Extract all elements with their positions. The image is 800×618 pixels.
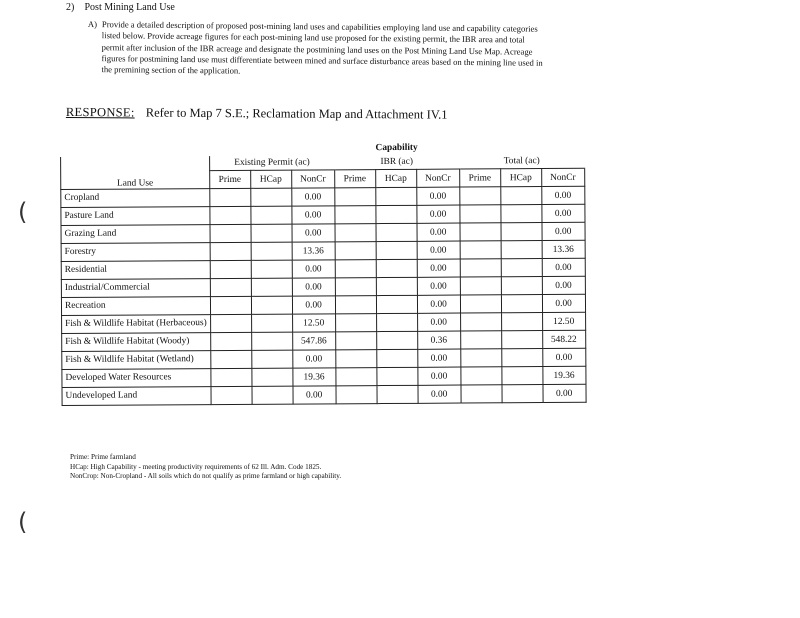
footnote-hcap: HCap: High Capability - meeting productivity requirements of 62 Ill. Adm. Code 1825. xyxy=(70,462,322,471)
total-noncr-value: 0.00 xyxy=(541,204,584,222)
total-hcap-cell xyxy=(501,367,542,385)
total-noncr-value: 0.00 xyxy=(541,186,584,204)
existing-noncr-value: 0.00 xyxy=(292,224,335,242)
land-use-name: Developed Water Resources xyxy=(62,369,211,388)
ibr-noncr-value: 0.36 xyxy=(417,331,460,349)
total-hcap-cell xyxy=(501,331,542,349)
total-noncr-value: 0.00 xyxy=(542,258,585,276)
ibr-prime-cell xyxy=(335,296,376,314)
existing-prime-cell xyxy=(210,296,251,314)
land-use-name: Forestry xyxy=(61,243,210,262)
total-hcap-cell xyxy=(500,187,541,205)
item-a-label: A) xyxy=(87,19,98,30)
response-key: RESPONSE: xyxy=(65,105,135,120)
col-header-hcap: HCap xyxy=(500,169,541,187)
ibr-prime-cell xyxy=(334,188,375,206)
ibr-prime-cell xyxy=(335,242,376,260)
existing-noncr-value: 0.00 xyxy=(292,350,335,368)
existing-prime-cell xyxy=(210,278,251,296)
ibr-hcap-cell xyxy=(376,241,417,259)
total-hcap-cell xyxy=(501,223,542,241)
ibr-noncr-value: 0.00 xyxy=(417,295,460,313)
ibr-noncr-value: 0.00 xyxy=(418,385,461,403)
existing-noncr-value: 547.86 xyxy=(292,332,335,350)
total-prime-cell xyxy=(460,349,501,367)
existing-hcap-cell xyxy=(250,188,291,206)
total-hcap-cell xyxy=(502,385,543,403)
existing-hcap-cell xyxy=(251,314,292,332)
land-use-name: Fish & Wildlife Habitat (Wetland) xyxy=(62,351,211,370)
existing-prime-cell xyxy=(210,224,251,242)
ibr-hcap-cell xyxy=(376,295,417,313)
ibr-noncr-value: 0.00 xyxy=(417,223,460,241)
existing-hcap-cell xyxy=(251,224,292,242)
ibr-hcap-cell xyxy=(376,223,417,241)
item-a-text: Provide a detailed description of proposed post-mining land uses and capabilities employing land use and capability categories listed below. Provide acreage figures for each post-mining land use proposed for the existing permit, the IBR area and total permit after inclusion of the IBR acreage and designate the postmining land uses on the Post Mining Land Use Map. Acreage figures for postmining land use must differentiate between mined and surface disturbance areas based on the mining line used in the premining section of the application. xyxy=(101,19,543,76)
total-noncr-value: 13.36 xyxy=(542,240,585,258)
ibr-hcap-cell xyxy=(377,385,418,403)
total-noncr-value: 0.00 xyxy=(542,276,585,294)
footnotes xyxy=(70,453,341,482)
col-header-hcap: HCap xyxy=(375,169,416,187)
existing-hcap-cell xyxy=(251,350,292,368)
total-prime-cell xyxy=(460,295,501,313)
total-hcap-cell xyxy=(501,241,542,259)
ibr-prime-cell xyxy=(335,350,376,368)
ibr-prime-cell xyxy=(335,332,376,350)
land-use-name: Fish & Wildlife Habitat (Herbaceous) xyxy=(62,315,211,334)
ibr-hcap-cell xyxy=(376,313,417,331)
total-hcap-cell xyxy=(501,295,542,313)
group-header-ibr: IBR (ac) xyxy=(334,155,459,170)
section-title: Post Mining Land Use xyxy=(84,2,175,13)
existing-prime-cell xyxy=(210,368,251,386)
footnote-prime: Prime: Prime farmland xyxy=(70,453,136,461)
col-header-prime: Prime xyxy=(334,170,375,188)
total-prime-cell xyxy=(459,205,500,223)
existing-noncr-value: 19.36 xyxy=(292,368,335,386)
land-use-name: Residential xyxy=(61,261,210,280)
ibr-hcap-cell xyxy=(375,205,416,223)
col-header-noncr: NonCr xyxy=(541,168,584,186)
existing-hcap-cell xyxy=(252,386,293,404)
land-use-name: Pasture Land xyxy=(61,207,210,226)
total-hcap-cell xyxy=(501,277,542,295)
total-prime-cell xyxy=(461,385,502,403)
total-noncr-value: 0.00 xyxy=(542,294,585,312)
total-prime-cell xyxy=(460,277,501,295)
total-prime-cell xyxy=(460,223,501,241)
ibr-noncr-value: 0.00 xyxy=(417,241,460,259)
total-noncr-value: 548.22 xyxy=(542,330,585,348)
existing-noncr-value: 0.00 xyxy=(293,386,336,404)
ibr-prime-cell xyxy=(335,224,376,242)
existing-prime-cell xyxy=(210,206,251,224)
existing-noncr-value: 0.00 xyxy=(292,278,335,296)
ibr-noncr-value: 0.00 xyxy=(417,259,460,277)
response-line xyxy=(66,105,448,123)
footnote-noncrop: NonCrop: Non-Cropland - All soils which do not qualify as prime farmland or high capability. xyxy=(70,472,342,481)
margin-mark: ( xyxy=(18,198,28,226)
ibr-hcap-cell xyxy=(376,277,417,295)
existing-hcap-cell xyxy=(251,332,292,350)
total-hcap-cell xyxy=(501,259,542,277)
land-use-name: Undeveloped Land xyxy=(62,387,211,406)
existing-hcap-cell xyxy=(251,260,292,278)
group-header-total: Total (ac) xyxy=(459,154,584,169)
land-use-name: Cropland xyxy=(61,189,210,208)
col-header-noncr: NonCr xyxy=(291,170,334,188)
land-use-name: Recreation xyxy=(61,297,210,316)
total-noncr-value: 0.00 xyxy=(542,222,585,240)
ibr-prime-cell xyxy=(336,386,377,404)
ibr-prime-cell xyxy=(335,314,376,332)
section-heading xyxy=(66,2,175,13)
existing-hcap-cell xyxy=(250,206,291,224)
land-use-table xyxy=(60,140,586,406)
ibr-prime-cell xyxy=(335,368,376,386)
land-use-name: Fish & Wildlife Habitat (Woody) xyxy=(62,333,211,352)
total-noncr-value: 12.50 xyxy=(542,312,585,330)
ibr-noncr-value: 0.00 xyxy=(417,349,460,367)
land-use-name: Industrial/Commercial xyxy=(61,279,210,298)
land-use-header: Land Use xyxy=(61,156,210,189)
ibr-prime-cell xyxy=(335,278,376,296)
group-header-existing: Existing Permit (ac) xyxy=(209,155,334,170)
ibr-noncr-value: 0.00 xyxy=(417,277,460,295)
total-prime-cell xyxy=(460,313,501,331)
capability-header: Capability xyxy=(375,142,418,154)
ibr-noncr-value: 0.00 xyxy=(416,187,459,205)
ibr-hcap-cell xyxy=(376,349,417,367)
col-header-hcap: HCap xyxy=(250,170,291,188)
item-a-paragraph xyxy=(87,19,548,80)
total-hcap-cell xyxy=(501,313,542,331)
table-row xyxy=(62,384,586,405)
total-noncr-value: 0.00 xyxy=(543,384,586,402)
existing-noncr-value: 12.50 xyxy=(292,314,335,332)
total-noncr-value: 19.36 xyxy=(542,366,585,384)
existing-prime-cell xyxy=(210,242,251,260)
existing-prime-cell xyxy=(210,260,251,278)
existing-hcap-cell xyxy=(251,278,292,296)
col-header-prime: Prime xyxy=(459,169,500,187)
ibr-hcap-cell xyxy=(376,259,417,277)
total-prime-cell xyxy=(460,241,501,259)
total-prime-cell xyxy=(460,259,501,277)
ibr-hcap-cell xyxy=(376,331,417,349)
total-prime-cell xyxy=(460,331,501,349)
ibr-prime-cell xyxy=(335,260,376,278)
ibr-noncr-value: 0.00 xyxy=(417,367,460,385)
section-number: 2) xyxy=(66,2,75,13)
col-header-prime: Prime xyxy=(209,170,250,188)
existing-prime-cell xyxy=(210,314,251,332)
existing-noncr-value: 0.00 xyxy=(292,296,335,314)
ibr-prime-cell xyxy=(334,206,375,224)
existing-prime-cell xyxy=(211,386,252,404)
existing-prime-cell xyxy=(210,332,251,350)
existing-hcap-cell xyxy=(251,368,292,386)
total-prime-cell xyxy=(459,187,500,205)
margin-mark: ( xyxy=(18,508,28,536)
existing-hcap-cell xyxy=(251,242,292,260)
existing-noncr-value: 0.00 xyxy=(292,260,335,278)
existing-noncr-value: 13.36 xyxy=(292,242,335,260)
total-prime-cell xyxy=(460,367,501,385)
total-noncr-value: 0.00 xyxy=(542,348,585,366)
ibr-noncr-value: 0.00 xyxy=(416,205,459,223)
existing-noncr-value: 0.00 xyxy=(291,206,334,224)
response-text: Refer to Map 7 S.E.; Reclamation Map and Attachment IV.1 xyxy=(145,105,448,122)
existing-noncr-value: 0.00 xyxy=(291,188,334,206)
total-hcap-cell xyxy=(501,349,542,367)
ibr-hcap-cell xyxy=(375,187,416,205)
existing-prime-cell xyxy=(210,350,251,368)
existing-prime-cell xyxy=(209,188,250,206)
existing-hcap-cell xyxy=(251,296,292,314)
col-header-noncr: NonCr xyxy=(416,169,459,187)
land-use-name: Grazing Land xyxy=(61,225,210,244)
total-hcap-cell xyxy=(500,205,541,223)
ibr-noncr-value: 0.00 xyxy=(417,313,460,331)
ibr-hcap-cell xyxy=(376,367,417,385)
